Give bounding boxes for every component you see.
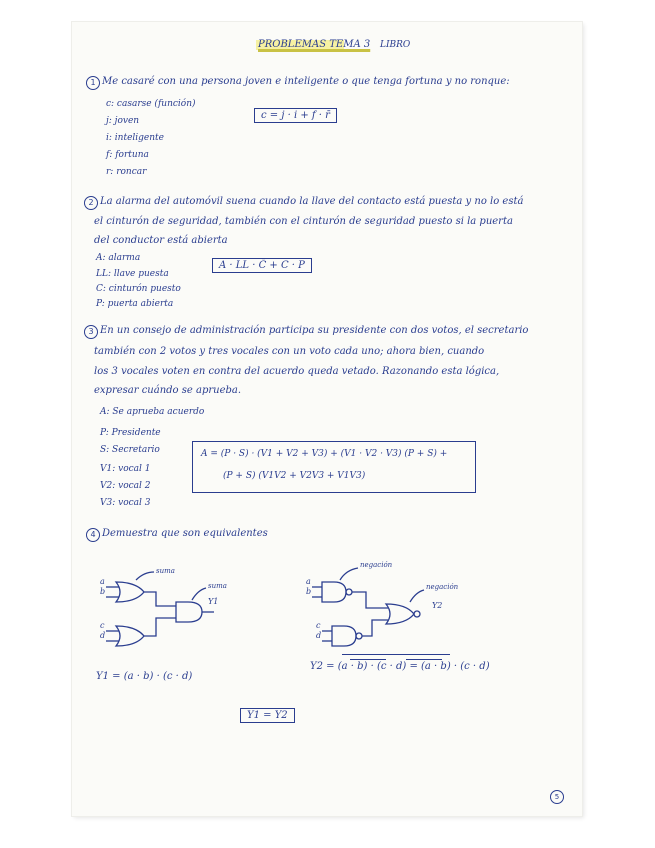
right-in-a: a <box>306 577 311 586</box>
problem-2-number: 2 <box>84 196 98 210</box>
left-circuit-diagram <box>92 546 242 646</box>
left-output-label: Y1 <box>208 597 219 606</box>
left-in-a: a <box>100 577 105 586</box>
right-in-d: d <box>316 631 322 640</box>
p1-var-2: i: inteligente <box>106 133 164 143</box>
left-equation: Y1 = (a · b) · (c · d) <box>96 671 193 682</box>
problem-3-line3: los 3 vocales voten en contra del acuerdo queda vetado. Razonando esta lógica, <box>94 366 500 377</box>
p3-var-2: S: Secretario <box>100 445 160 455</box>
p2-var-0: A: alarma <box>96 253 141 263</box>
overbar-cd <box>406 659 442 660</box>
header-tag: LIBRO <box>380 40 411 50</box>
right-in-c: c <box>316 621 321 630</box>
p3-formula-line1: A = (P · S) · (V1 + V2 + V3) + (V1 · V2 · V3) (P + S) + <box>201 449 448 459</box>
p1-formula-box: c = j · i + f · r̄ <box>254 108 337 123</box>
or-gate-1 <box>116 582 144 602</box>
p1-var-3: f: fortuna <box>106 150 149 160</box>
overbar-outer <box>342 654 450 655</box>
problem-3-number: 3 <box>84 325 98 339</box>
p1-var-0: c: casarse (función) <box>106 99 196 109</box>
problem-4-number: 4 <box>86 528 100 542</box>
nor-gate-y2 <box>386 604 414 624</box>
p2-formula-box: A · LL · C̄ + C · P <box>212 258 312 273</box>
notebook-sheet <box>72 22 582 816</box>
problem-2-line1: La alarma del automóvil suena cuando la llave del contacto está puesta y no lo está <box>100 196 524 207</box>
p3-var-1: P: Presidente <box>100 428 161 438</box>
problem-3-line2: también con 2 votos y tres vocales con un voto cada uno; ahora bien, cuando <box>94 346 485 357</box>
right-equation: Y2 = (a · b) · (c · d) = (a · b) · (c · d) <box>310 661 490 672</box>
left-in-d: d <box>100 631 106 640</box>
problem-3-line1: En un consejo de administración participa su presidente con dos votos, el secretario <box>100 325 529 336</box>
p3-formula-line2: (P + S) (V1V2 + V2V3 + V1V3) <box>223 471 366 481</box>
p1-var-1: j: joven <box>106 116 140 126</box>
problem-2-line3: del conductor está abierta <box>94 235 228 246</box>
and-gate-y1 <box>176 602 202 622</box>
p3-var-3: V1: vocal 1 <box>100 464 151 474</box>
problem-3-line4: expresar cuándo se aprueba. <box>94 385 242 396</box>
page-title: PROBLEMAS TEMA 3 <box>258 39 371 50</box>
nand-gate-2 <box>332 626 356 646</box>
problem-1-number: 1 <box>86 76 100 90</box>
p2-var-3: P: puerta abierta <box>96 299 174 309</box>
left-in-c: c <box>100 621 105 630</box>
p2-var-2: C: cinturón puesto <box>96 284 181 294</box>
page-number: 5 <box>550 790 564 804</box>
overbar-ab <box>350 659 386 660</box>
left-note-suma-1: suma <box>156 567 175 575</box>
right-output-label: Y2 <box>432 601 443 610</box>
problem-2-line2: el cinturón de seguridad, también con el cinturón de seguridad puesto si la puerta <box>94 216 513 227</box>
or-gate-2 <box>116 626 144 646</box>
p3-formula-box <box>192 441 476 493</box>
conclusion-box: Y1 = Y2 <box>240 708 295 723</box>
right-in-b: b <box>306 587 312 596</box>
left-note-suma-2: suma <box>208 582 227 590</box>
p3-var-4: V2: vocal 2 <box>100 481 151 491</box>
problem-4-statement: Demuestra que son equivalentes <box>102 528 268 539</box>
right-note-negacion-2: negación <box>426 583 459 591</box>
p1-var-4: r: roncar <box>106 167 147 177</box>
p3-var-0: A: Se aprueba acuerdo <box>100 407 205 417</box>
right-note-negacion-1: negación <box>360 561 393 569</box>
problem-1-statement: Me casaré con una persona joven e inteligente o que tenga fortuna y no ronque: <box>102 76 510 87</box>
nand-gate-1 <box>322 582 346 602</box>
p3-var-5: V3: vocal 3 <box>100 498 151 508</box>
p2-var-1: LL: llave puesta <box>96 269 169 279</box>
left-in-b: b <box>100 587 106 596</box>
